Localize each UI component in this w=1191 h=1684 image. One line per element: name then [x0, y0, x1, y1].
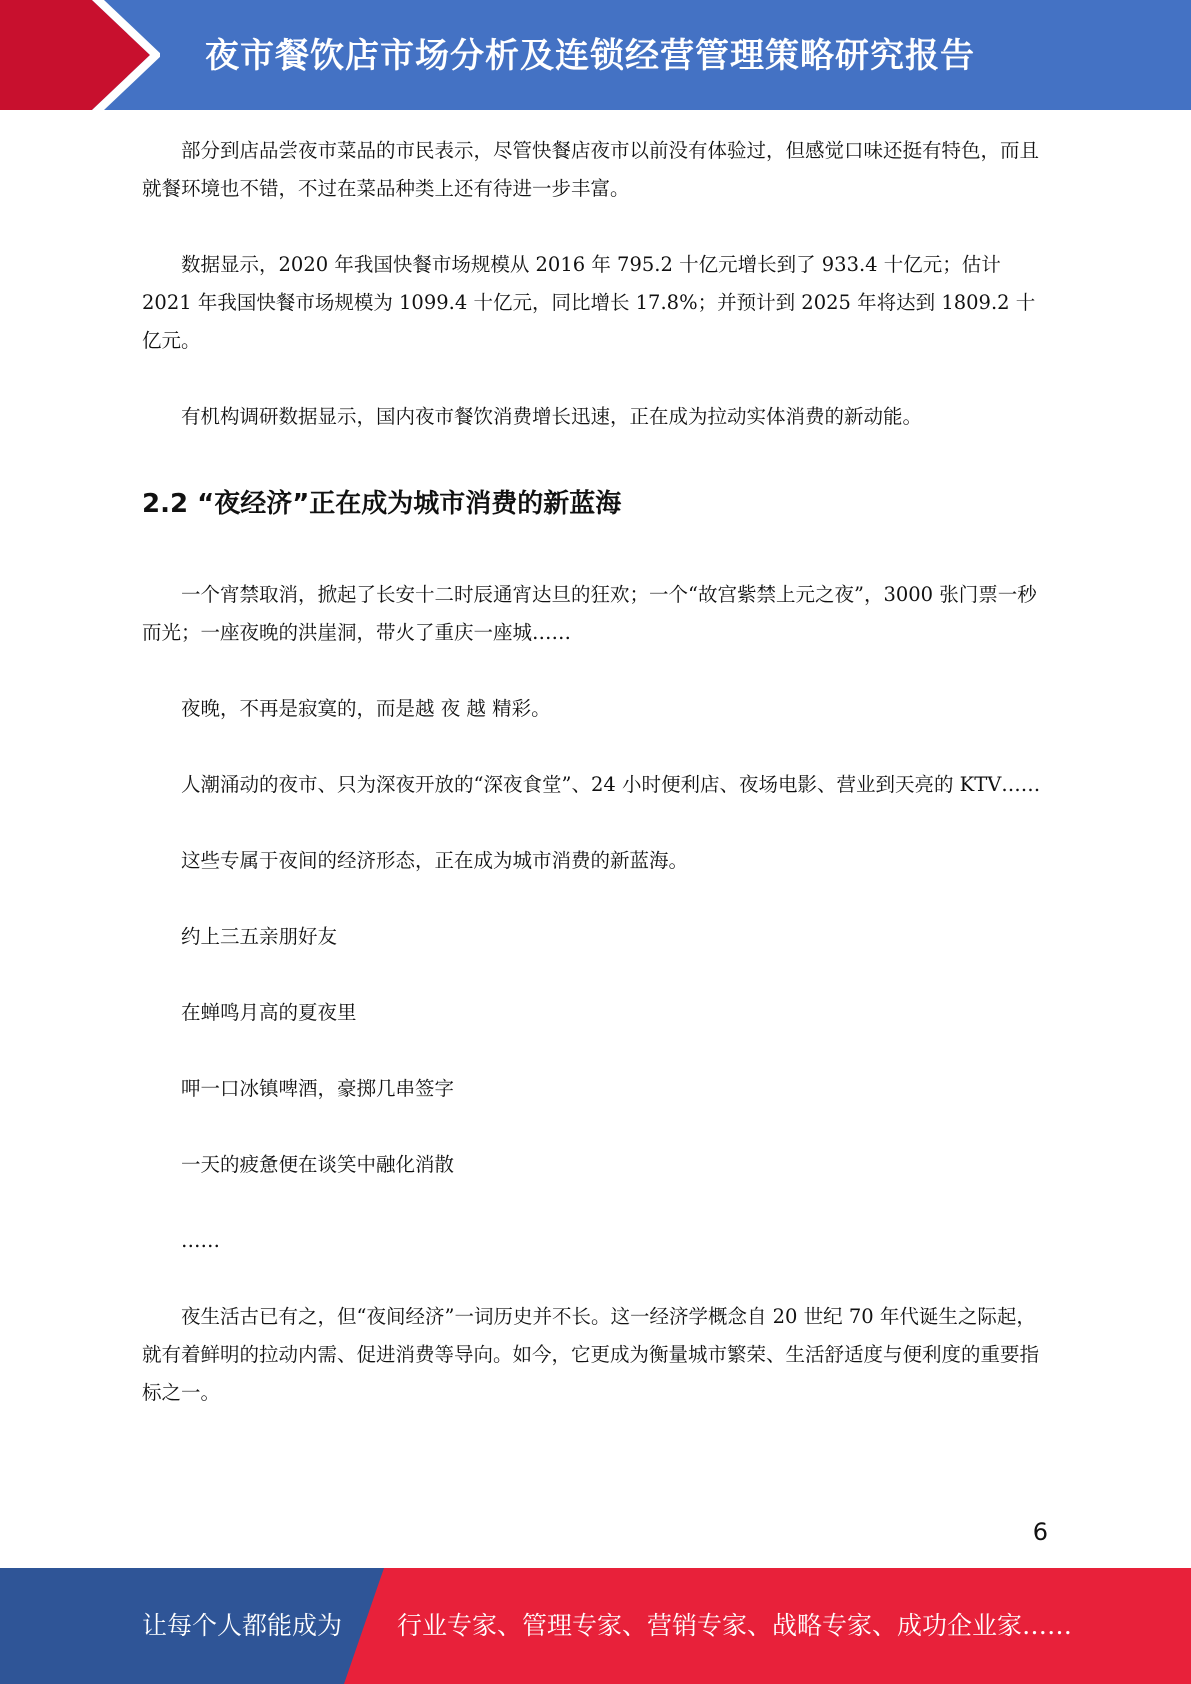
paragraph: 数据显示，2020 年我国快餐市场规模从 2016 年 795.2 十亿元增长到了 933.4 十亿元；估计 2021 年我国快餐市场规模为 1099.4 十亿元，同比增长 17.8%；并预计到 2025 年将达到 1809.2 十亿元。: [142, 253, 1036, 352]
page-footer: [0, 1568, 1191, 1684]
paragraph: 有机构调研数据显示，国内夜市餐饮消费增长迅速，正在成为拉动实体消费的新动能。: [181, 405, 923, 428]
paragraph: 这些专属于夜间的经济形态，正在成为城市消费的新蓝海。: [181, 849, 689, 872]
header-arrow-decoration: [0, 0, 160, 110]
paragraph: 一个宵禁取消，掀起了长安十二时辰通宵达旦的狂欢；一个“故宫紫禁上元之夜”，3000 张门票一秒而光；一座夜晚的洪崖洞，带火了重庆一座城……: [142, 583, 1037, 644]
verse-line: 呷一口冰镇啤酒，豪掷几串签字: [181, 1077, 455, 1100]
document-body: [142, 132, 1042, 1450]
page-number: 6: [1032, 1518, 1048, 1546]
ellipsis-line: ……: [181, 1229, 220, 1252]
paragraph: 夜晚，不再是寂寞的，而是越 夜 越 精彩。: [181, 697, 551, 720]
verse-line: 一天的疲惫便在谈笑中融化消散: [181, 1153, 455, 1176]
footer-slogan-right: 行业专家、管理专家、营销专家、战略专家、成功企业家……: [397, 1611, 1073, 1640]
paragraph: 夜生活古已有之，但“夜间经济”一词历史并不长。这一经济学概念自 20 世纪 70 年代诞生之际起，就有着鲜明的拉动内需、促进消费等导向。如今，它更成为衡量城市繁荣、生活舒适度与便利度的重要指标之一。: [142, 1305, 1040, 1404]
page-header: [0, 0, 1191, 110]
report-title: 夜市餐饮店市场分析及连锁经营管理策略研究报告: [205, 36, 975, 76]
section-heading: 2.2 “夜经济”正在成为城市消费的新蓝海: [142, 489, 622, 519]
verse-line: 在蝉鸣月高的夏夜里: [181, 1001, 357, 1024]
paragraph: 人潮涌动的夜市、只为深夜开放的“深夜食堂”、24 小时便利店、夜场电影、营业到天亮的 KTV……: [181, 773, 1041, 796]
footer-slogan-left: 让每个人都能成为: [142, 1611, 343, 1640]
verse-line: 约上三五亲朋好友: [181, 925, 338, 948]
paragraph: 部分到店品尝夜市菜品的市民表示，尽管快餐店夜市以前没有体验过，但感觉口味还挺有特色，而且就餐环境也不错，不过在菜品种类上还有待进一步丰富。: [142, 139, 1040, 200]
